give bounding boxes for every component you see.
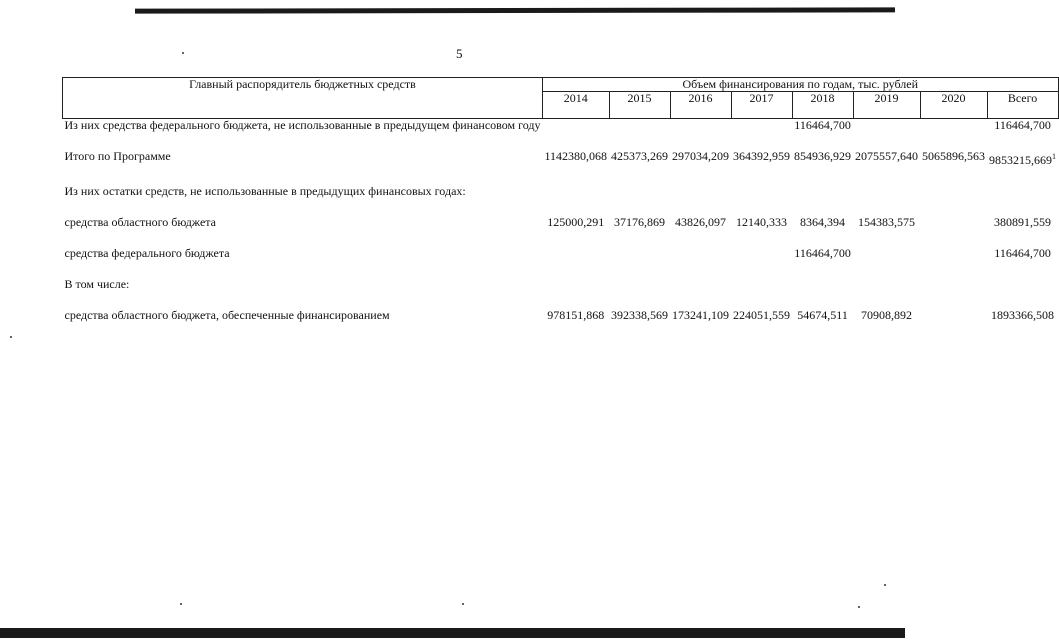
financing-table bbox=[62, 77, 1059, 322]
cell-value: 392338,569 bbox=[611, 308, 669, 322]
header-year: 2019 bbox=[853, 92, 920, 119]
header-budget-holder: Главный распорядитель бюджетных средств bbox=[63, 78, 543, 119]
table-header bbox=[63, 78, 1059, 119]
row-label: средства федерального бюджета bbox=[64, 246, 230, 260]
footnote-mark: 1 bbox=[1052, 152, 1057, 161]
cell-value: 425373,269 bbox=[611, 149, 669, 163]
header-year: 2014 bbox=[542, 92, 609, 119]
header-group-title: Объем финансирования по годам, тыс. рублей bbox=[542, 78, 1058, 92]
scan-speck bbox=[182, 52, 184, 54]
cell-total: 380891,559 bbox=[994, 215, 1052, 229]
cell-value bbox=[853, 247, 920, 260]
scan-speck bbox=[10, 336, 12, 338]
total-value: 9853215,669 bbox=[989, 153, 1053, 167]
cell-value bbox=[853, 119, 920, 133]
row-label: Итого по Программе bbox=[64, 149, 171, 163]
cell-value: 125000,291 bbox=[547, 215, 605, 229]
row-spacer bbox=[63, 260, 1059, 278]
cell-value: 364392,959 bbox=[733, 149, 791, 163]
header-year: 2016 bbox=[670, 92, 731, 119]
row-spacer bbox=[63, 132, 1059, 150]
cell-value bbox=[920, 309, 987, 322]
cell-total: 1893366,508 bbox=[991, 308, 1055, 322]
cell-value: 173241,109 bbox=[672, 308, 730, 322]
cell-value: 37176,869 bbox=[614, 215, 666, 229]
cell-value bbox=[670, 119, 731, 133]
cell-value bbox=[609, 247, 670, 260]
cell-value bbox=[920, 216, 987, 229]
table-row bbox=[63, 150, 1059, 167]
table-row bbox=[63, 247, 1059, 260]
cell-total: 116464,700 bbox=[994, 118, 1051, 132]
table-row bbox=[63, 119, 1059, 133]
scan-edge-top bbox=[135, 7, 895, 13]
table-body bbox=[63, 119, 1059, 323]
row-empty-cells bbox=[542, 278, 1058, 291]
header-year: 2020 bbox=[920, 92, 987, 119]
row-label: средства областного бюджета, обеспеченные финансированием bbox=[64, 308, 390, 322]
scan-speck bbox=[180, 603, 182, 605]
scan-speck bbox=[884, 584, 886, 586]
header-year: 2018 bbox=[792, 92, 853, 119]
cell-total: 116464,700 bbox=[994, 246, 1051, 260]
page-number: 5 bbox=[456, 46, 463, 61]
row-label: Из них остатки средств, не использованные в предыдущих финансовых годах: bbox=[64, 184, 466, 198]
scan-edge-bottom bbox=[0, 628, 905, 638]
cell-value: 154383,575 bbox=[858, 215, 916, 229]
cell-value: 854936,929 bbox=[794, 149, 852, 163]
cell-value bbox=[542, 119, 609, 133]
cell-total bbox=[987, 150, 1058, 167]
cell-value bbox=[731, 247, 792, 260]
cell-value: 978151,868 bbox=[547, 308, 605, 322]
header-year: 2017 bbox=[731, 92, 792, 119]
table-row bbox=[63, 278, 1059, 291]
scan-speck bbox=[462, 603, 464, 605]
cell-value: 1142380,068 bbox=[544, 149, 608, 163]
row-spacer bbox=[63, 291, 1059, 309]
header-year: 2015 bbox=[609, 92, 670, 119]
scan-speck bbox=[858, 606, 860, 608]
cell-value: 116464,700 bbox=[794, 118, 851, 132]
row-spacer bbox=[63, 198, 1059, 216]
cell-value: 116464,700 bbox=[794, 246, 851, 260]
cell-value bbox=[609, 119, 670, 133]
cell-value: 224051,559 bbox=[733, 308, 791, 322]
table-row bbox=[63, 185, 1059, 198]
table-row bbox=[63, 216, 1059, 229]
cell-value: 5065896,563 bbox=[922, 149, 986, 163]
cell-value: 43826,097 bbox=[675, 215, 727, 229]
cell-value: 12140,333 bbox=[736, 215, 788, 229]
table-row bbox=[63, 309, 1059, 322]
row-spacer bbox=[63, 229, 1059, 247]
cell-value bbox=[731, 119, 792, 133]
cell-value: 8364,394 bbox=[800, 215, 846, 229]
cell-value bbox=[670, 247, 731, 260]
row-label: Из них средства федерального бюджета, не использованные в предыдущем финансовом году bbox=[64, 118, 541, 132]
cell-value bbox=[920, 247, 987, 260]
row-label: средства областного бюджета bbox=[64, 215, 216, 229]
cell-value: 297034,209 bbox=[672, 149, 730, 163]
cell-value: 54674,511 bbox=[797, 308, 848, 322]
row-spacer bbox=[63, 167, 1059, 185]
cell-value bbox=[542, 247, 609, 260]
row-label: В том числе: bbox=[64, 277, 130, 291]
cell-value: 2075557,640 bbox=[855, 149, 919, 163]
cell-value: 70908,892 bbox=[861, 308, 913, 322]
header-total: Всего bbox=[987, 92, 1058, 119]
row-empty-cells bbox=[542, 185, 1058, 198]
cell-value bbox=[920, 119, 987, 133]
